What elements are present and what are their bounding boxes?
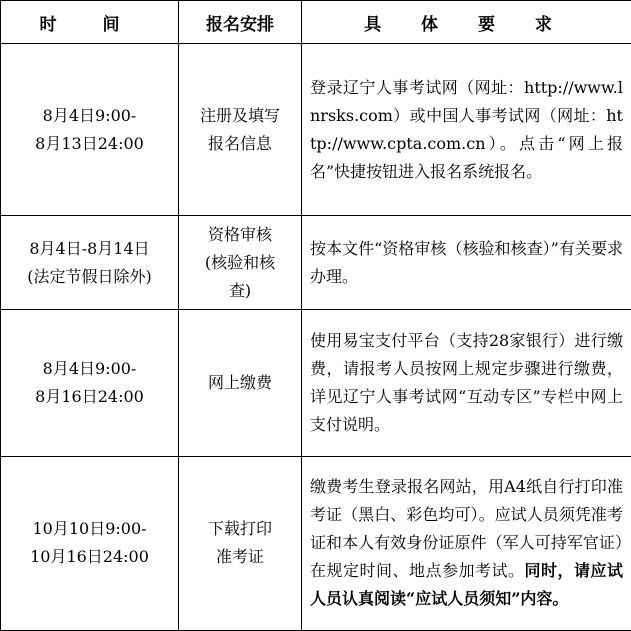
time-line: 8月13日24:00 <box>35 133 144 153</box>
table-row <box>1 310 631 456</box>
requirement-cell: 使用易宝支付平台（支持28家银行）进行缴费，请报考人员按网上规定步骤进行缴费，详见辽宁人事考试网“互动专区”专栏中网上支付说明。 <box>302 310 631 456</box>
requirement-cell: 按本文件“资格审核（核验和核查）”有关要求办理。 <box>302 216 631 310</box>
step-line: 查) <box>228 280 252 300</box>
step-line: (核验和核 <box>204 252 276 272</box>
time-line: 8月4日9:00- <box>42 105 137 125</box>
table-row <box>1 456 631 630</box>
step-line: 下载打印 <box>207 519 272 539</box>
time-line: (法定节假日除外) <box>27 266 152 286</box>
time-line: 10月10日9:00- <box>32 519 147 539</box>
header-requirements: 具 体 要 求 <box>302 1 631 44</box>
table-header-row <box>1 1 631 44</box>
step-line: 准考证 <box>215 547 264 567</box>
step-line: 报名信息 <box>207 133 272 153</box>
table-row <box>1 216 631 310</box>
header-step: 报名安排 <box>179 1 302 44</box>
time-line: 10月16日24:00 <box>30 547 149 567</box>
time-cell <box>1 44 179 216</box>
requirement-bold-notice: 同时，请应试人员认真阅读“应试人员须知”内容。 <box>310 561 623 609</box>
step-cell <box>179 310 302 456</box>
time-line: 8月4日-8月14日 <box>29 238 150 258</box>
step-cell <box>179 456 302 630</box>
requirement-cell: 登录辽宁人事考试网（网址：http://www.lnrsks.com）或中国人事考试网（网址：http://www.cpta.com.cn）。点击“网上报名”快捷按钮进入报名系统报名。 <box>302 44 631 216</box>
step-cell <box>179 44 302 216</box>
time-cell <box>1 456 179 630</box>
step-cell <box>179 216 302 310</box>
step-line: 网上缴费 <box>207 373 272 393</box>
time-cell <box>1 310 179 456</box>
time-line: 8月4日9:00- <box>42 359 137 379</box>
requirement-text: 缴费考生登录报名网站，用A4纸自行打印准考证（黑白、彩色均可）。应试人员须凭准考证和本人有效身份证原件（军人可持军官证）在规定时间、地点参加考试。 <box>310 477 623 581</box>
step-line: 资格审核 <box>207 224 272 244</box>
table-row <box>1 44 631 216</box>
time-line: 8月16日24:00 <box>35 387 144 407</box>
step-line: 注册及填写 <box>199 105 280 125</box>
requirement-cell <box>302 456 631 630</box>
time-cell <box>1 216 179 310</box>
header-time: 时 间 <box>1 1 179 44</box>
